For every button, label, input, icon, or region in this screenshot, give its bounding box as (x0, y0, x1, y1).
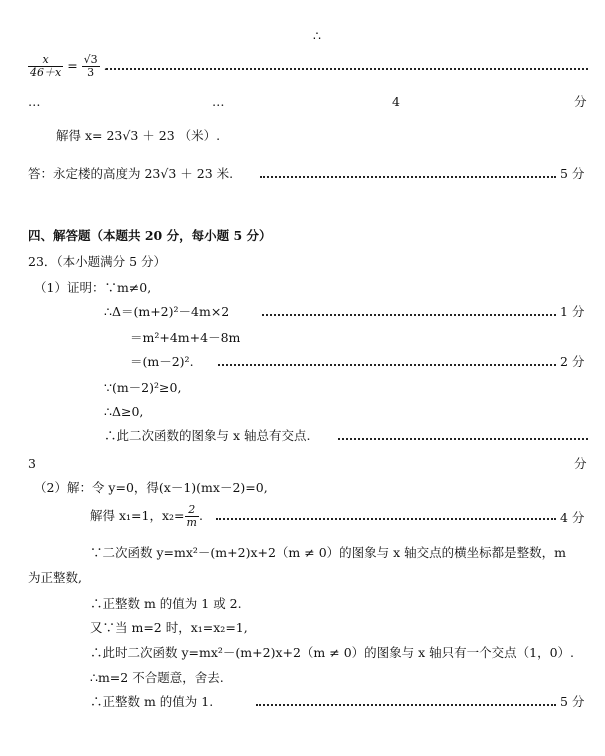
part2-step: ∴m=2 不合题意，舍去. (90, 670, 224, 685)
equation-equals: = (67, 58, 78, 73)
step-score: 4 分 (560, 510, 585, 525)
step-score: 2 分 (560, 354, 585, 369)
score-leader-dots (256, 704, 556, 706)
score-leader-dots (260, 176, 556, 178)
part2-step: ∴正整数 m 的值为 1 或 2. (90, 596, 242, 611)
part2-heading: （2）解：令 y=0，得(x－1)(mx－2)=0, (34, 480, 268, 495)
equation-tail: . (103, 58, 108, 73)
step-score: 5 分 (560, 694, 585, 709)
part2-step: ∵二次函数 y=mx²－(m+2)x+2（m ≠ 0）的图象与 x 轴交点的横坐标都是整数，m (90, 545, 567, 560)
part2-conclusion: ∴正整数 m 的值为 1. (90, 694, 214, 709)
part1-heading: （1）证明：∵m≠0, (34, 280, 152, 295)
part1-step: ∴Δ≥0, (104, 404, 144, 419)
step-score: 1 分 (560, 304, 585, 319)
equation-rhs-fraction: $\frac{√3}{3}$ (83, 53, 98, 79)
part1-step: ＝m²+4m+4－8m (130, 330, 241, 345)
solution-fraction: $\frac{2}{m}$ (186, 503, 197, 529)
score-leader-dots (218, 364, 556, 366)
solution-line: 解得 x= 23√3 ＋ 23 （米）. (56, 128, 221, 143)
score-leader-dots (216, 518, 556, 520)
answer-score: 5 分 (560, 166, 585, 181)
score-leader-dots (262, 314, 556, 316)
equation-lhs-fraction: $\frac{x}{46+x}$ (30, 53, 62, 79)
continuation-dots-left: … (28, 94, 41, 109)
part1-step: ∴Δ＝(m+2)²－4m×2 (104, 304, 230, 319)
part2-step: ∴此时二次函数 y=mx²－(m+2)x+2（m ≠ 0）的图象与 x 轴只有一个交点（1，0）. (90, 645, 575, 660)
score-number: 3 (28, 456, 36, 471)
continuation-dots-mid: … (212, 94, 225, 109)
part1-step: ＝(m－2)². (130, 354, 194, 369)
score-leader-dots (338, 438, 588, 440)
part1-conclusion: ∴此二次函数的图象与 x 轴总有交点. (104, 428, 311, 443)
part2-step: 又∵当 m=2 时，x₁=x₂=1, (90, 620, 248, 635)
part2-solve-line: 解得 x₁=1，x₂= $\frac{2}{m}$ . (90, 503, 203, 529)
ratio-equation (28, 54, 108, 79)
question-number: 23．（本小题满分 5 分） (28, 254, 167, 269)
score-unit: 分 (574, 456, 587, 471)
score-number: 4 (392, 94, 400, 109)
score-leader-dots (106, 68, 588, 70)
part2-step: 为正整数, (28, 570, 82, 585)
section-title: 四、解答题（本题共 20 分，每小题 5 分） (28, 228, 272, 243)
therefore-symbol: ∴ (313, 28, 321, 43)
part1-step: ∵(m－2)²≥0, (104, 380, 182, 395)
answer-line: 答：永定楼的高度为 23√3 ＋ 23 米. (28, 166, 234, 181)
score-unit: 分 (574, 94, 587, 109)
